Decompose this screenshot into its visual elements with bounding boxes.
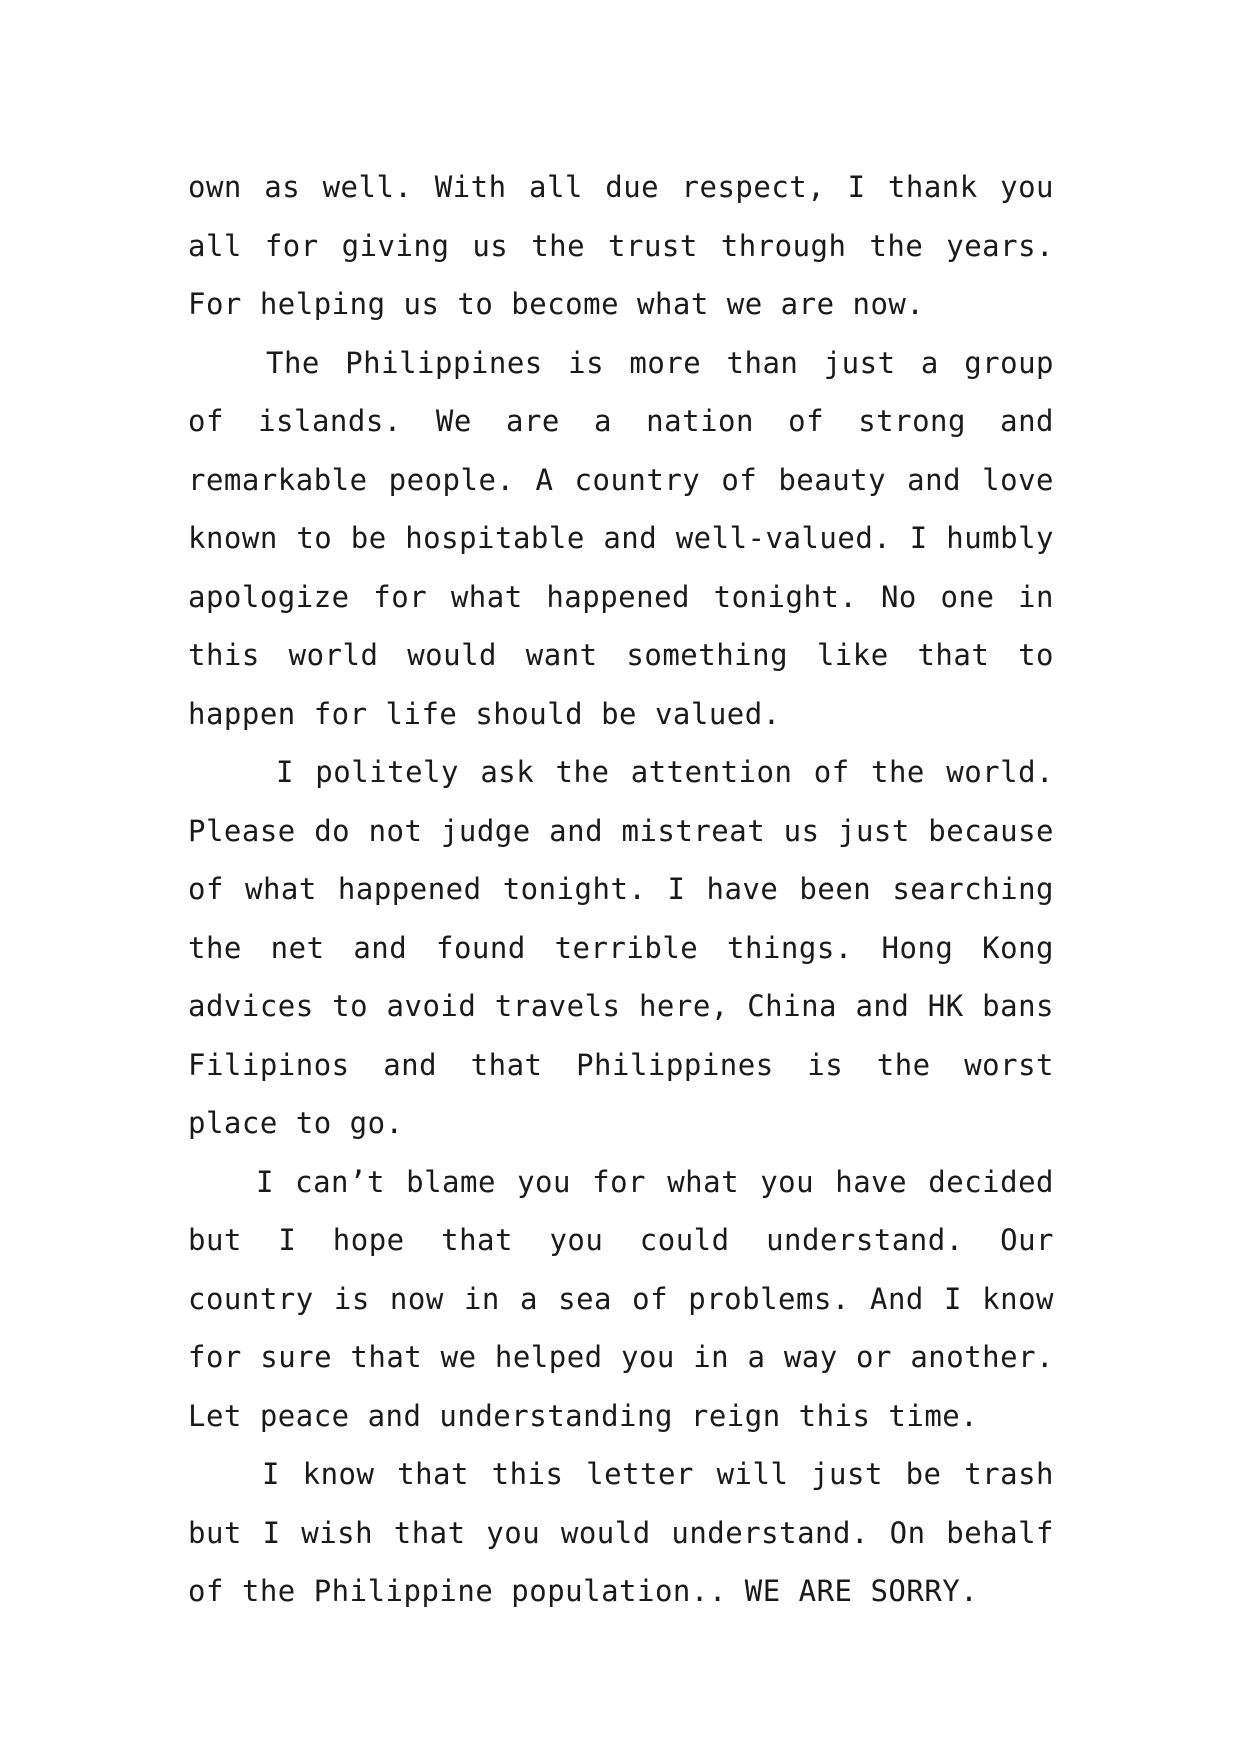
paragraph-apology: I know that this letter will just be trash but I wish that you would understand. On behalf of the Philippine population.. WE ARE SORRY.	[188, 1457, 1054, 1608]
paragraph-attention: I politely ask the attention of the world. Please do not judge and mistreat us just because of what happened tonight. I have been searching the net and found terrible things. Hong Kong advices to avoid travels here, China and HK bans Filipinos and that Philippines is the worst place to go.	[188, 755, 1054, 1140]
letter-body	[188, 158, 1054, 1621]
paragraph-philippines: The Philippines is more than just a group of islands. We are a nation of strong and remarkable people. A country of beauty and love known to be hospitable and well-valued. I humbly apologize for what happened tonight. No one in this world would want something like that to happen for life should be valued.	[188, 345, 1054, 731]
paragraph-blame: I can’t blame you for what you have decided but I hope that you could understand. Our country is now in a sea of problems. And I know for sure that we helped you in a way or another. Let peace and understanding reign this time.	[188, 1164, 1054, 1433]
paragraph-continuation: own as well. With all due respect, I thank you all for giving us the trust through the years. For helping us to become what we are now.	[188, 170, 1054, 321]
